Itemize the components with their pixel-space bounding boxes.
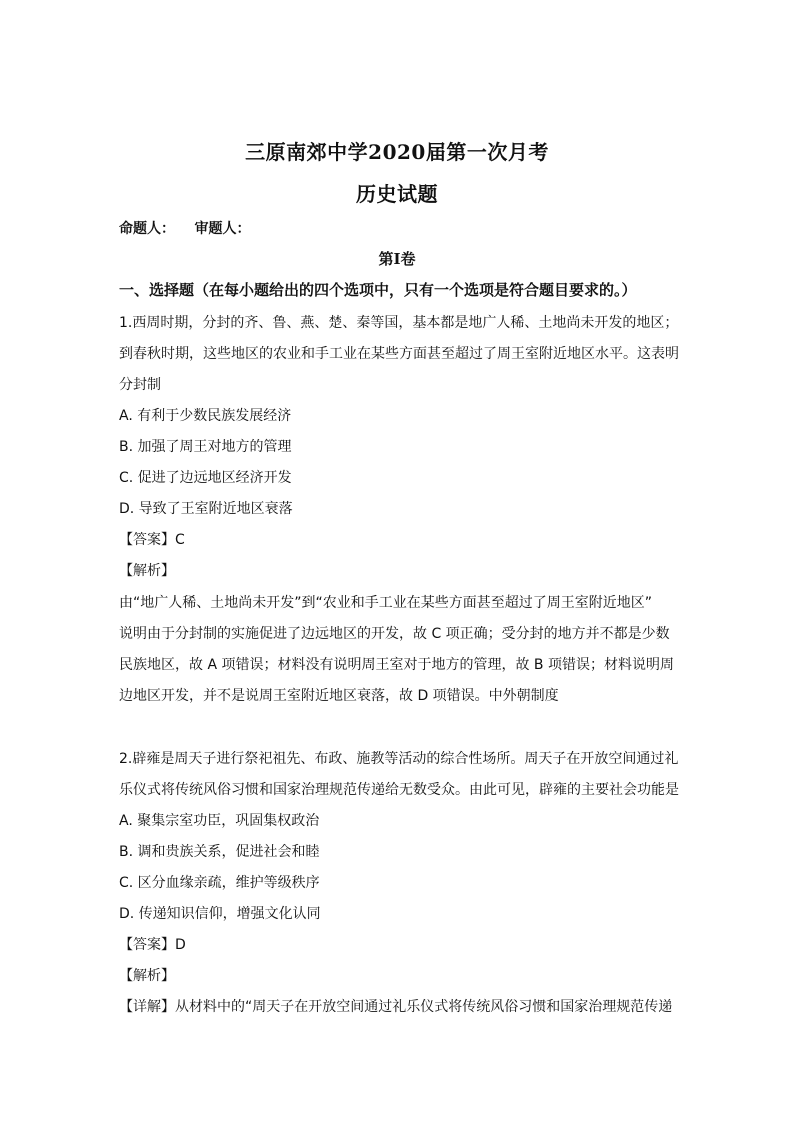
question-stem-line: 分封制 bbox=[119, 377, 161, 393]
analysis-line: 边地区开发，并不是说周王室附近地区衰落，故 D 项错误。中外朝制度 bbox=[119, 688, 559, 704]
analysis-line: 由“地广人稀、土地尚未开发”到“农业和手工业在某些方面甚至超过了周王室附近地区” bbox=[119, 595, 653, 611]
option-a: A. 有利于少数民族发展经济 bbox=[119, 408, 292, 424]
question-stem-line: 乐仪式将传统风俗习惯和国家治理规范传递给无数受众。由此可见，辟雍的主要社会功能是 bbox=[119, 782, 679, 798]
option-d: D. 传递知识信仰，增强文化认同 bbox=[119, 906, 321, 922]
analysis-label: 【解析】 bbox=[119, 968, 175, 984]
analysis-line: 【详解】从材料中的“周天子在开放空间通过礼乐仪式将传统风俗习惯和国家治理规范传递 bbox=[119, 999, 673, 1015]
authors-line: 命题人： 审题人： bbox=[119, 221, 251, 237]
analysis-line: 民族地区，故 A 项错误；材料没有说明周王室对于地方的管理，故 B 项错误；材料说明周 bbox=[119, 657, 674, 673]
option-b: B. 调和贵族关系，促进社会和睦 bbox=[119, 844, 320, 860]
analysis-label: 【解析】 bbox=[119, 563, 175, 579]
option-b: B. 加强了周王对地方的管理 bbox=[119, 439, 292, 455]
answer-label: 【答案】C bbox=[119, 532, 185, 548]
volume-heading: 第Ⅰ卷 bbox=[378, 250, 416, 268]
subject-title: 历史试题 bbox=[356, 182, 438, 206]
option-c: C. 区分血缘亲疏，维护等级秩序 bbox=[119, 875, 320, 891]
question-stem-line: 1.西周时期，分封的齐、鲁、燕、楚、秦等国，基本都是地广人稀、土地尚未开发的地区； bbox=[119, 315, 679, 331]
exam-title: 三原南郊中学2020届第一次月考 bbox=[245, 140, 549, 164]
analysis-line: 说明由于分封制的实施促进了边远地区的开发，故 C 项正确；受分封的地方并不都是少数 bbox=[119, 626, 670, 642]
question-stem-line: 2.辟雍是周天子进行祭祀祖先、布政、施教等活动的综合性场所。周天子在开放空间通过礼 bbox=[119, 751, 679, 767]
answer-label: 【答案】D bbox=[119, 937, 186, 953]
option-a: A. 聚集宗室功臣，巩固集权政治 bbox=[119, 813, 320, 829]
option-c: C. 促进了边远地区经济开发 bbox=[119, 470, 292, 486]
question-stem-line: 到春秋时期，这些地区的农业和手工业在某些方面甚至超过了周王室附近地区水平。这表明 bbox=[119, 346, 679, 362]
option-d: D. 导致了王室附近地区衰落 bbox=[119, 501, 293, 517]
section-heading: 一、选择题（在每小题给出的四个选项中，只有一个选项是符合题目要求的。） bbox=[119, 281, 637, 299]
